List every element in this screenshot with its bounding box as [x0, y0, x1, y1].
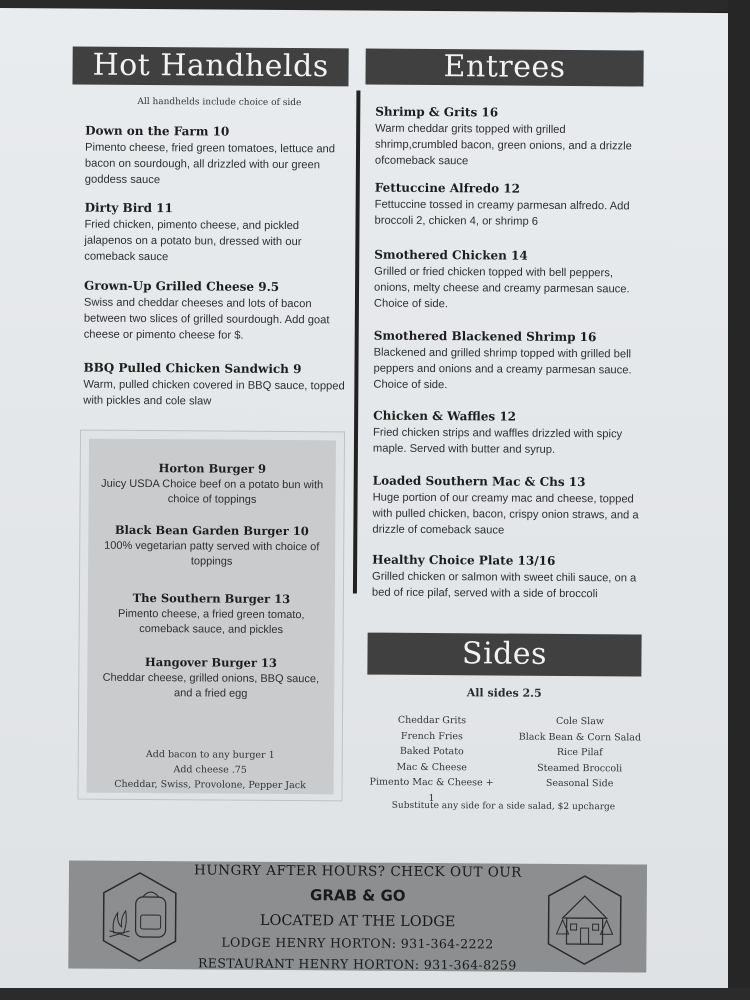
side-item: Mac & Cheese — [396, 761, 467, 773]
item-name: Loaded Southern Mac & Chs 13 — [372, 473, 586, 490]
burger-addons — [87, 747, 334, 794]
handheld-item — [84, 201, 346, 267]
background-bottom — [0, 988, 750, 1000]
item-desc: Juicy USDA Choice beef on a potato bun with choice of toppings — [101, 477, 324, 506]
burger-section — [77, 430, 345, 802]
item-name: Smothered Chicken 14 — [374, 247, 528, 263]
grab-and-go-banner — [68, 861, 647, 973]
item-desc: Fried chicken, pimento cheese, and pickled jalapenos on a potato bun, dressed with our comeback sauce — [84, 218, 302, 264]
item-name: Fettuccine Alfredo 12 — [374, 180, 521, 196]
entree-item — [372, 553, 644, 603]
side-item: Rice Pilaf — [556, 746, 603, 759]
item-desc: Fried chicken strips and waffles drizzled with spicy maple. Served with butter and syrup. — [372, 426, 623, 456]
menu-page — [0, 8, 735, 998]
side-item: Cheddar Grits — [397, 714, 467, 727]
lodge-icon — [546, 874, 623, 967]
side-item: Baked Potato — [399, 745, 464, 758]
addon-line: Add bacon to any burger 1 — [145, 749, 275, 761]
side-item: Steamed Broccoli — [537, 762, 623, 774]
footer-line-3: LOCATED AT THE LODGE — [259, 912, 456, 931]
item-name: Healthy Choice Plate 13/16 — [372, 552, 556, 568]
handheld-item — [83, 361, 345, 411]
entrees-heading: Entrees — [365, 49, 643, 87]
addon-line: Add cheese .75 — [173, 764, 247, 776]
entree-item — [372, 474, 644, 540]
sides-heading: Sides — [367, 633, 641, 677]
item-desc: Swiss and cheddar cheeses and lots of bacon between two slices of grilled sourdough. Add goat cheese or pimento cheese for $. — [83, 296, 330, 342]
burger-panel — [87, 439, 336, 795]
burger-item — [89, 461, 336, 509]
item-name: The Southern Burger 13 — [132, 590, 291, 607]
footer-line-2: GRAB & GO — [310, 886, 406, 905]
sides-price: All sides 2.5 — [466, 686, 542, 700]
item-desc: Pimento cheese, a fried green tomato, comeback sauce, and pickles — [117, 607, 305, 636]
handheld-item — [84, 279, 346, 345]
sides-column-right — [515, 714, 646, 792]
sides-column-left — [366, 713, 497, 807]
burger-item — [88, 591, 335, 639]
entree-item — [374, 181, 646, 231]
entree-item — [375, 105, 647, 171]
sides-note: Substitute any side for a side salad, $2 upcharge — [391, 800, 616, 813]
entree-item — [374, 248, 646, 314]
addon-line: Cheddar, Swiss, Provolone, Pepper Jack — [114, 778, 306, 792]
burger-item — [87, 655, 334, 703]
handhelds-note: All handhelds include choice of side — [137, 96, 302, 109]
item-name: Hangover Burger 13 — [144, 655, 277, 670]
item-name: Shrimp & Grits 16 — [375, 104, 499, 120]
item-name: Black Bean Garden Burger 10 — [114, 522, 309, 539]
item-desc: Blackened and grilled shrimp topped with grilled bell peppers and onions and a creamy parmesan sauce. Choice of side. — [373, 346, 632, 392]
hot-handhelds-heading: Hot Handhelds — [72, 47, 348, 87]
item-desc: Grilled chicken or salmon with sweet chili sauce, on a bed of rice pilaf, served with a side of broccoli — [371, 570, 637, 601]
footer-phone-lodge: LODGE HENRY HORTON: 931-364-2222 — [221, 934, 494, 952]
side-item: Black Bean & Corn Salad — [518, 731, 642, 743]
item-desc: Cheddar cheese, grilled onions, BBQ sauce, and a fried egg — [102, 671, 320, 700]
item-name: Horton Burger 9 — [158, 461, 267, 476]
item-desc: Huge portion of our creamy mac and cheese, topped with pulled chicken, bacon, crispy onion straws, and a drizzle of comeback sauce — [372, 491, 639, 537]
column-divider — [353, 90, 361, 593]
item-desc: Pimento cheese, fried green tomatoes, lettuce and bacon on sourdough, all drizzled with our green goddess sauce — [84, 141, 336, 187]
item-desc: 100% vegetarian patty served with choice of toppings — [104, 539, 320, 568]
entree-item — [373, 409, 645, 459]
item-desc: Fettuccine tossed in creamy parmesan alfredo. Add broccoli 2, chicken 4, or shrimp 6 — [374, 198, 630, 228]
item-name: BBQ Pulled Chicken Sandwich 9 — [83, 360, 302, 377]
item-desc: Warm cheddar grits topped with grilled shrimp,crumbled bacon, green onions, and a drizzle ofcomeback sauce — [374, 122, 632, 168]
handheld-item — [85, 124, 347, 190]
item-name: Dirty Bird 11 — [84, 200, 173, 216]
side-item: Pimento Mac & Cheese + 1 — [369, 776, 494, 804]
item-name: Grown-Up Grilled Cheese 9.5 — [84, 278, 280, 294]
side-item: Seasonal Side — [545, 777, 614, 790]
burger-item — [88, 523, 335, 571]
item-desc: Grilled or fried chicken topped with bell peppers, onions, melty cheese and creamy parmesan sauce. Choice of side. — [373, 265, 630, 311]
side-item: Cole Slaw — [555, 715, 605, 728]
background-right — [728, 0, 750, 1000]
entree-item — [373, 329, 645, 395]
item-desc: Warm, pulled chicken covered in BBQ sauce, topped with pickles and cole slaw — [83, 378, 345, 408]
item-name: Chicken & Waffles 12 — [373, 408, 517, 424]
item-name: Smothered Blackened Shrimp 16 — [373, 328, 597, 345]
item-name: Down on the Farm 10 — [85, 123, 230, 139]
footer-line-1: HUNGRY AFTER HOURS? CHECK OUT OUR — [194, 862, 522, 881]
footer-phone-restaurant: RESTAURANT HENRY HORTON: 931-364-8259 — [197, 955, 517, 973]
side-item: French Fries — [400, 730, 463, 742]
